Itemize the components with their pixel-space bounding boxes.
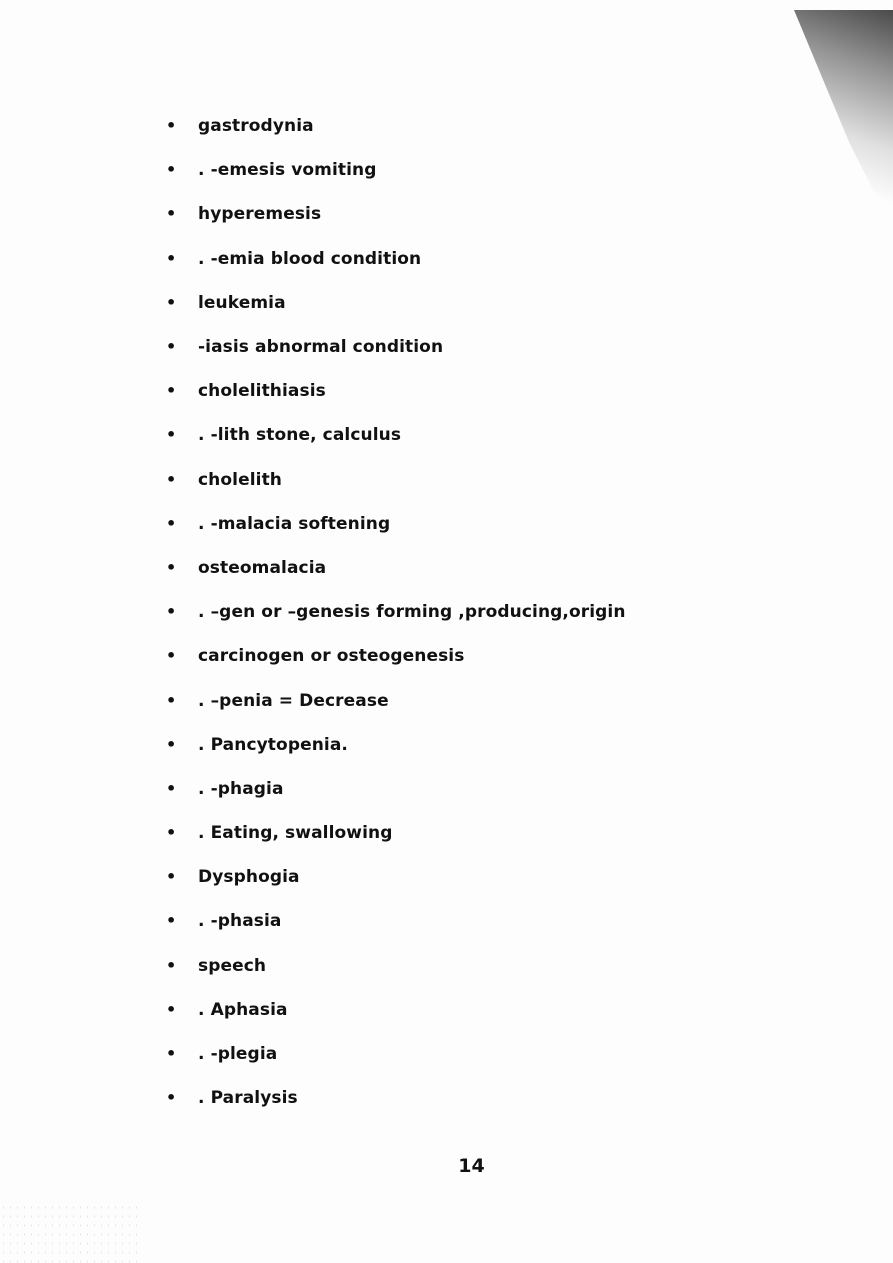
list-item [166, 104, 806, 148]
bullet-icon: • [166, 999, 177, 1019]
list-item-text: . -emesis vomiting [198, 160, 377, 181]
list-item-text: . Aphasia [198, 999, 288, 1020]
list-item-text: . –gen or –genesis forming ,producing,origin [198, 602, 626, 623]
list-item-text: osteomalacia [198, 557, 327, 578]
bullet-icon: • [166, 425, 177, 445]
list-item-text: . Pancytopenia. [198, 734, 348, 755]
list-item-text: . -emia blood condition [198, 248, 422, 269]
list-item-text: Dysphogia [198, 867, 300, 888]
list-item [166, 988, 806, 1032]
bullet-icon: • [166, 778, 177, 798]
list-item [166, 1032, 806, 1076]
bullet-icon: • [166, 602, 177, 622]
list-item-text: . -plegia [198, 1044, 278, 1065]
list-item [166, 281, 806, 325]
list-item-text: . Paralysis [198, 1088, 298, 1109]
list-item [166, 899, 806, 943]
list-item [166, 811, 806, 855]
bullet-icon: • [166, 690, 177, 710]
list-item [166, 458, 806, 502]
list-item [166, 325, 806, 369]
bullet-icon: • [166, 867, 177, 887]
list-item [166, 634, 806, 678]
list-item [166, 192, 806, 236]
list-item-text: . Eating, swallowing [198, 823, 393, 844]
page-number: 14 [458, 1155, 485, 1177]
bullet-icon: • [166, 292, 177, 312]
list-item-text: speech [198, 955, 267, 976]
list-item-text: . –penia = Decrease [198, 690, 389, 711]
list-item [166, 546, 806, 590]
list-item-text: . -lith stone, calculus [198, 425, 402, 446]
list-item [166, 148, 806, 192]
list-item [166, 590, 806, 634]
list-item [166, 502, 806, 546]
bullet-icon: • [166, 513, 177, 533]
list-item-text: carcinogen or osteogenesis [198, 646, 465, 667]
bullet-icon: • [166, 116, 177, 136]
bullet-icon: • [166, 1088, 177, 1108]
list-item-text: cholelith [198, 469, 282, 490]
list-item-text: . -malacia softening [198, 513, 391, 534]
list-item [166, 944, 806, 988]
bullet-icon: • [166, 557, 177, 577]
list-item [166, 1076, 806, 1120]
list-item-text: hyperemesis [198, 204, 322, 225]
list-item-text: leukemia [198, 292, 286, 313]
bullet-icon: • [166, 204, 177, 224]
list-item [166, 413, 806, 457]
bullet-icon: • [166, 646, 177, 666]
bullet-icon: • [166, 381, 177, 401]
list-item-text: gastrodynia [198, 116, 314, 137]
scan-speckle [0, 1203, 140, 1263]
bullet-icon: • [166, 469, 177, 489]
list-item-text: . -phasia [198, 911, 282, 932]
bullet-icon: • [166, 911, 177, 931]
list-item [166, 767, 806, 811]
bullet-icon: • [166, 337, 177, 357]
list-item [166, 237, 806, 281]
list-item [166, 678, 806, 722]
bullet-icon: • [166, 1044, 177, 1064]
bullet-icon: • [166, 160, 177, 180]
bullet-icon: • [166, 734, 177, 754]
bullet-icon: • [166, 955, 177, 975]
bullet-icon: • [166, 823, 177, 843]
list-item [166, 369, 806, 413]
list-item-text: -iasis abnormal condition [198, 337, 444, 358]
list-item [166, 723, 806, 767]
bullet-icon: • [166, 248, 177, 268]
term-list [166, 104, 806, 1120]
list-item-text: cholelithiasis [198, 381, 326, 402]
list-item-text: . -phagia [198, 778, 284, 799]
list-item [166, 855, 806, 899]
